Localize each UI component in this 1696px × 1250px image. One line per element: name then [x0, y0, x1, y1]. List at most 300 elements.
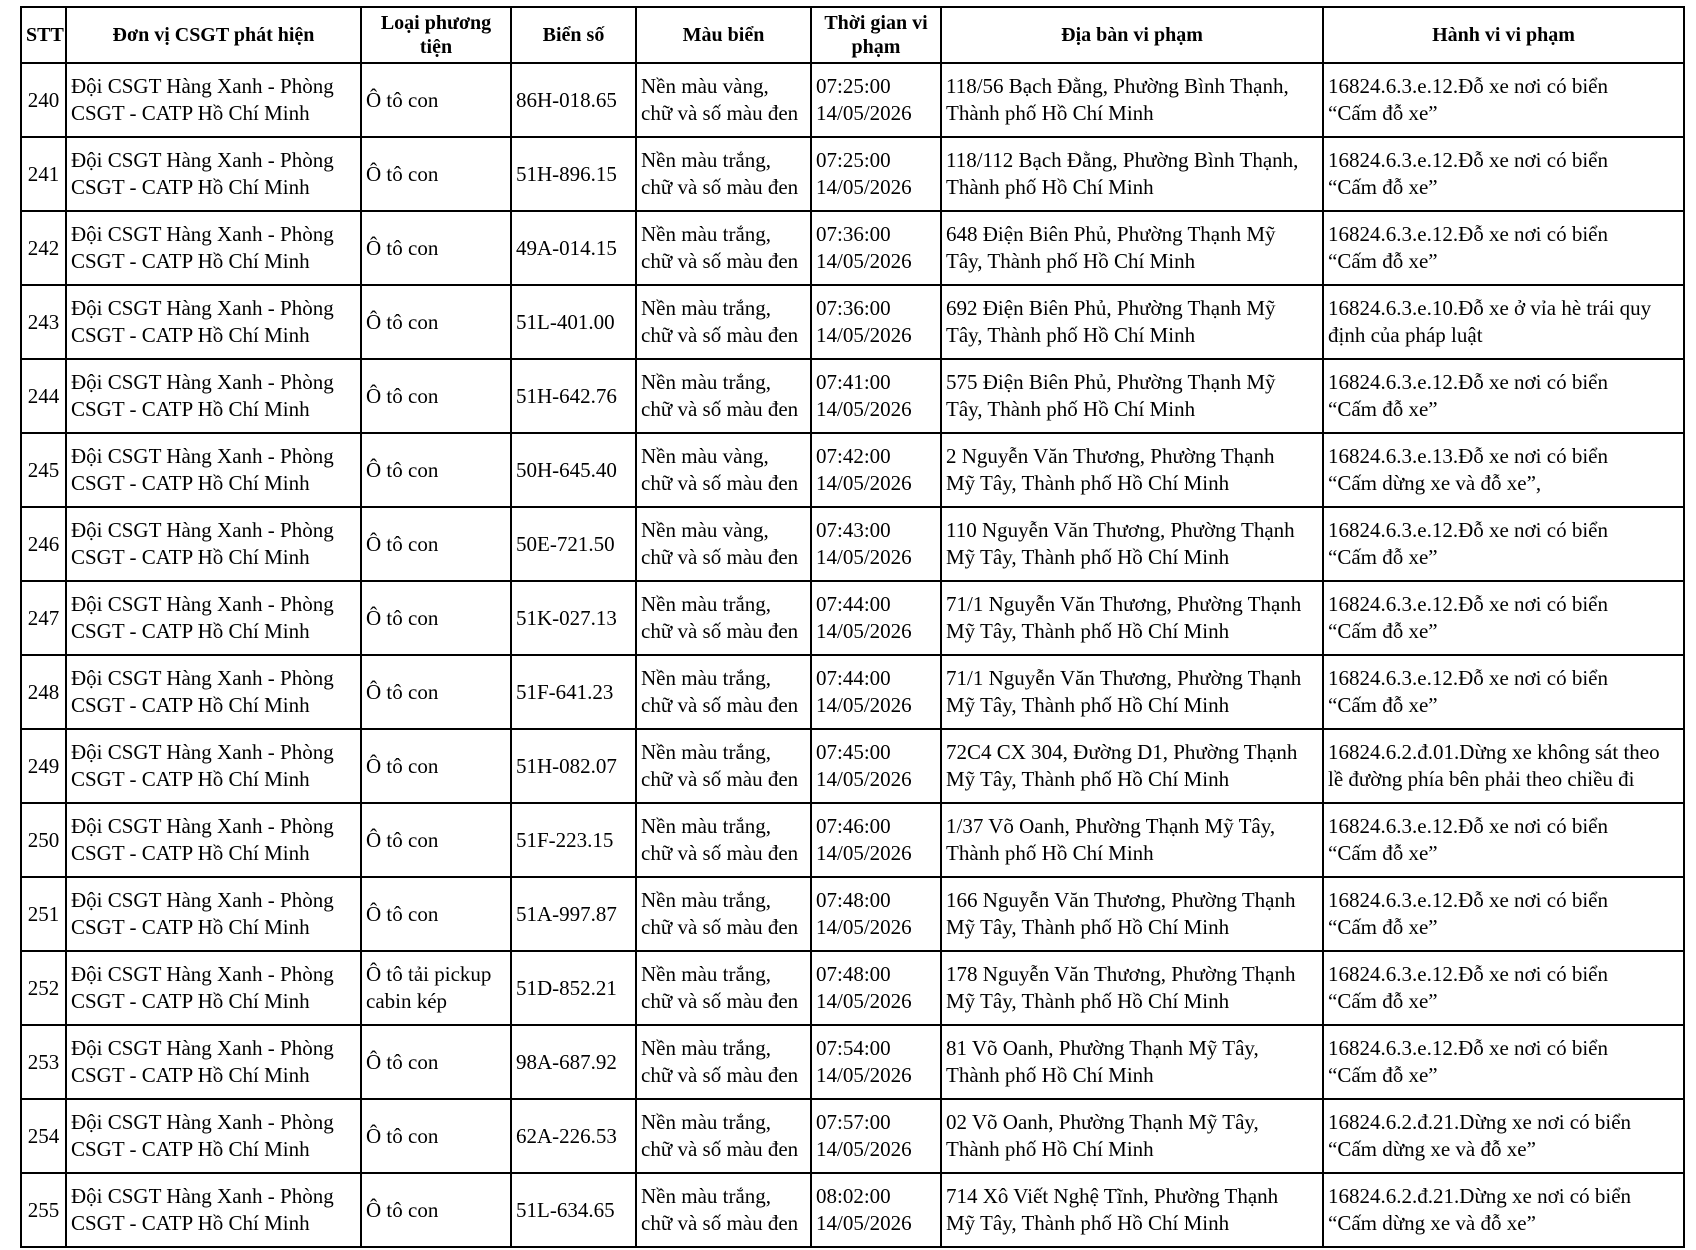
plate-color-line-1: Nền màu trắng,	[641, 370, 772, 394]
plate-cell: 49A-014.15	[511, 211, 636, 285]
violation-line-1: 16824.6.3.e.12.Đỗ xe nơi có biển	[1328, 74, 1608, 98]
violation	[1323, 137, 1684, 211]
location-line-1: 648 Điện Biên Phủ, Phường Thạnh Mỹ	[946, 222, 1276, 246]
location	[941, 581, 1323, 655]
location-line-1: 81 Võ Oanh, Phường Thạnh Mỹ Tây,	[946, 1036, 1259, 1060]
violation-time-line-1: 07:41:00	[816, 370, 891, 394]
plate-color	[636, 655, 811, 729]
violation-line-2: “Cấm đỗ xe”	[1328, 175, 1438, 199]
unit-line-2: CSGT - CATP Hồ Chí Minh	[71, 175, 310, 199]
table-row	[21, 433, 1684, 507]
plate-color-line-1: Nền màu trắng,	[641, 222, 772, 246]
location-line-2: Mỹ Tây, Thành phố Hồ Chí Minh	[946, 693, 1230, 717]
table-row	[21, 137, 1684, 211]
violation-line-2: “Cấm dừng xe và đỗ xe”	[1328, 1137, 1536, 1161]
location-line-2: Mỹ Tây, Thành phố Hồ Chí Minh	[946, 619, 1230, 643]
violation-time-line-1: 07:42:00	[816, 444, 891, 468]
plate-color-line-2: chữ và số màu đen	[641, 619, 799, 643]
unit-line-2: CSGT - CATP Hồ Chí Minh	[71, 619, 310, 643]
table-row	[21, 729, 1684, 803]
violation	[1323, 1025, 1684, 1099]
violation	[1323, 359, 1684, 433]
header-plate: Biển số	[511, 7, 636, 63]
violation-time	[811, 1173, 941, 1247]
location	[941, 1025, 1323, 1099]
unit-line-1: Đội CSGT Hàng Xanh - Phòng	[71, 222, 334, 246]
unit	[66, 729, 361, 803]
violation-time-line-1: 07:25:00	[816, 74, 891, 98]
vehicle-type: Ô tô con	[361, 581, 511, 655]
unit-line-1: Đội CSGT Hàng Xanh - Phòng	[71, 592, 334, 616]
plate-color	[636, 581, 811, 655]
stt-cell: 242	[21, 211, 66, 285]
location-line-2: Tây, Thành phố Hồ Chí Minh	[946, 397, 1196, 421]
plate-cell: 51F-641.23	[511, 655, 636, 729]
unit-line-2: CSGT - CATP Hồ Chí Minh	[71, 249, 310, 273]
location-line-1: 71/1 Nguyễn Văn Thương, Phường Thạnh	[946, 592, 1302, 616]
violation-line-1: 16824.6.3.e.12.Đỗ xe nơi có biển	[1328, 222, 1608, 246]
table-row	[21, 803, 1684, 877]
location-line-2: Tây, Thành phố Hồ Chí Minh	[946, 249, 1196, 273]
violation-time	[811, 507, 941, 581]
violation	[1323, 211, 1684, 285]
violation-time-line-2: 14/05/2026	[816, 175, 912, 199]
header-time: Thời gian vi phạm	[811, 7, 941, 63]
location	[941, 285, 1323, 359]
plate-color-line-1: Nền màu vàng,	[641, 444, 769, 468]
header-row	[21, 7, 1684, 63]
unit-line-1: Đội CSGT Hàng Xanh - Phòng	[71, 1036, 334, 1060]
violation-line-2: “Cấm đỗ xe”	[1328, 101, 1438, 125]
plate-cell: 50E-721.50	[511, 507, 636, 581]
plate-color	[636, 877, 811, 951]
plate-color	[636, 211, 811, 285]
unit-line-1: Đội CSGT Hàng Xanh - Phòng	[71, 740, 334, 764]
violation-time-line-1: 07:45:00	[816, 740, 891, 764]
vehicle-type: Ô tô con	[361, 63, 511, 137]
violation-line-2: lề đường phía bên phải theo chiều đi	[1328, 767, 1635, 791]
stt-cell: 250	[21, 803, 66, 877]
stt-cell: 253	[21, 1025, 66, 1099]
unit-line-2: CSGT - CATP Hồ Chí Minh	[71, 841, 310, 865]
violation	[1323, 63, 1684, 137]
violation-time-line-2: 14/05/2026	[816, 693, 912, 717]
violation-line-1: 16824.6.3.e.12.Đỗ xe nơi có biển	[1328, 592, 1608, 616]
plate-color-line-1: Nền màu trắng,	[641, 740, 772, 764]
plate-cell: 51A-997.87	[511, 877, 636, 951]
location-line-2: Mỹ Tây, Thành phố Hồ Chí Minh	[946, 767, 1230, 791]
violation	[1323, 1173, 1684, 1247]
stt-cell: 244	[21, 359, 66, 433]
plate-cell: 51H-896.15	[511, 137, 636, 211]
violations-table	[20, 6, 1685, 1248]
vehicle-type	[361, 951, 511, 1025]
plate-color-line-1: Nền màu vàng,	[641, 518, 769, 542]
vehicle-type: Ô tô con	[361, 803, 511, 877]
violation-time-line-1: 07:44:00	[816, 592, 891, 616]
location-line-1: 2 Nguyễn Văn Thương, Phường Thạnh	[946, 444, 1275, 468]
vehicle-type: Ô tô con	[361, 1173, 511, 1247]
location-line-2: Mỹ Tây, Thành phố Hồ Chí Minh	[946, 545, 1230, 569]
header-plate-color: Màu biển	[636, 7, 811, 63]
location-line-2: Mỹ Tây, Thành phố Hồ Chí Minh	[946, 989, 1230, 1013]
violations-sheet	[20, 6, 1685, 1248]
plate-color	[636, 63, 811, 137]
plate-cell: 51L-401.00	[511, 285, 636, 359]
plate-cell: 51H-082.07	[511, 729, 636, 803]
violation-time-line-1: 07:25:00	[816, 148, 891, 172]
violation-time	[811, 729, 941, 803]
plate-color	[636, 433, 811, 507]
unit-line-2: CSGT - CATP Hồ Chí Minh	[71, 1063, 310, 1087]
plate-color-line-2: chữ và số màu đen	[641, 101, 799, 125]
stt-cell: 249	[21, 729, 66, 803]
violation	[1323, 803, 1684, 877]
location-line-1: 166 Nguyễn Văn Thương, Phường Thạnh	[946, 888, 1296, 912]
violation-line-1: 16824.6.3.e.12.Đỗ xe nơi có biển	[1328, 814, 1608, 838]
location-line-1: 575 Điện Biên Phủ, Phường Thạnh Mỹ	[946, 370, 1276, 394]
plate-color-line-2: chữ và số màu đen	[641, 471, 799, 495]
violation-time	[811, 211, 941, 285]
unit-line-1: Đội CSGT Hàng Xanh - Phòng	[71, 962, 334, 986]
location-line-1: 178 Nguyễn Văn Thương, Phường Thạnh	[946, 962, 1296, 986]
unit-line-1: Đội CSGT Hàng Xanh - Phòng	[71, 1110, 334, 1134]
location	[941, 729, 1323, 803]
vehicle-type-line-1: Ô tô tải pickup	[366, 962, 492, 986]
violation-time-line-1: 07:57:00	[816, 1110, 891, 1134]
plate-color-line-2: chữ và số màu đen	[641, 767, 799, 791]
plate-color-line-2: chữ và số màu đen	[641, 693, 799, 717]
table-row	[21, 581, 1684, 655]
violation	[1323, 285, 1684, 359]
unit-line-1: Đội CSGT Hàng Xanh - Phòng	[71, 1184, 334, 1208]
unit-line-1: Đội CSGT Hàng Xanh - Phòng	[71, 814, 334, 838]
table-body	[21, 63, 1684, 1247]
stt-cell: 252	[21, 951, 66, 1025]
unit-line-1: Đội CSGT Hàng Xanh - Phòng	[71, 148, 334, 172]
table-row	[21, 211, 1684, 285]
table-row	[21, 1173, 1684, 1247]
violation-line-2: “Cấm đỗ xe”	[1328, 397, 1438, 421]
plate-color-line-1: Nền màu trắng,	[641, 1110, 772, 1134]
violation-time-line-1: 07:44:00	[816, 666, 891, 690]
location-line-1: 1/37 Võ Oanh, Phường Thạnh Mỹ Tây,	[946, 814, 1276, 838]
header-unit: Đơn vị CSGT phát hiện	[66, 7, 361, 63]
stt-cell: 240	[21, 63, 66, 137]
unit-line-2: CSGT - CATP Hồ Chí Minh	[71, 989, 310, 1013]
plate-color	[636, 137, 811, 211]
table-row	[21, 877, 1684, 951]
location-line-2: Thành phố Hồ Chí Minh	[946, 175, 1154, 199]
violation-time	[811, 877, 941, 951]
stt-cell: 247	[21, 581, 66, 655]
plate-color-line-2: chữ và số màu đen	[641, 323, 799, 347]
violation-line-2: “Cấm dừng xe và đỗ xe”,	[1328, 471, 1542, 495]
stt-cell: 255	[21, 1173, 66, 1247]
violation-time-line-2: 14/05/2026	[816, 619, 912, 643]
violation	[1323, 655, 1684, 729]
violation-time-line-2: 14/05/2026	[816, 1211, 912, 1235]
unit	[66, 285, 361, 359]
location	[941, 803, 1323, 877]
plate-cell: 50H-645.40	[511, 433, 636, 507]
unit-line-2: CSGT - CATP Hồ Chí Minh	[71, 545, 310, 569]
table-row	[21, 951, 1684, 1025]
location-line-1: 72C4 CX 304, Đường D1, Phường Thạnh	[946, 740, 1298, 764]
violation-time	[811, 655, 941, 729]
violation-line-2: “Cấm dừng xe và đỗ xe”	[1328, 1211, 1536, 1235]
violation-line-2: “Cấm đỗ xe”	[1328, 249, 1438, 273]
violation-time-line-1: 07:48:00	[816, 888, 891, 912]
table-row	[21, 507, 1684, 581]
plate-color	[636, 1173, 811, 1247]
violation-line-2: “Cấm đỗ xe”	[1328, 693, 1438, 717]
unit-line-1: Đội CSGT Hàng Xanh - Phòng	[71, 370, 334, 394]
plate-color-line-1: Nền màu trắng,	[641, 888, 772, 912]
vehicle-type: Ô tô con	[361, 877, 511, 951]
unit-line-1: Đội CSGT Hàng Xanh - Phòng	[71, 666, 334, 690]
violation-line-1: 16824.6.2.đ.21.Dừng xe nơi có biển	[1328, 1184, 1632, 1208]
plate-cell: 51D-852.21	[511, 951, 636, 1025]
location	[941, 877, 1323, 951]
location-line-1: 714 Xô Viết Nghệ Tĩnh, Phường Thạnh	[946, 1184, 1279, 1208]
unit-line-2: CSGT - CATP Hồ Chí Minh	[71, 471, 310, 495]
unit	[66, 507, 361, 581]
unit	[66, 951, 361, 1025]
violation-line-2: “Cấm đỗ xe”	[1328, 841, 1438, 865]
violation-line-1: 16824.6.3.e.12.Đỗ xe nơi có biển	[1328, 1036, 1608, 1060]
unit-line-1: Đội CSGT Hàng Xanh - Phòng	[71, 888, 334, 912]
violation-time-line-2: 14/05/2026	[816, 1137, 912, 1161]
violation-line-2: “Cấm đỗ xe”	[1328, 915, 1438, 939]
unit	[66, 1099, 361, 1173]
violation-time	[811, 285, 941, 359]
location-line-1: 110 Nguyễn Văn Thương, Phường Thạnh	[946, 518, 1295, 542]
plate-color-line-1: Nền màu trắng,	[641, 814, 772, 838]
unit-line-2: CSGT - CATP Hồ Chí Minh	[71, 1211, 310, 1235]
location-line-2: Thành phố Hồ Chí Minh	[946, 1063, 1154, 1087]
location-line-2: Mỹ Tây, Thành phố Hồ Chí Minh	[946, 1211, 1230, 1235]
violation-time-line-2: 14/05/2026	[816, 767, 912, 791]
table-row	[21, 655, 1684, 729]
plate-color-line-1: Nền màu trắng,	[641, 962, 772, 986]
plate-color-line-1: Nền màu trắng,	[641, 592, 772, 616]
plate-color-line-1: Nền màu trắng,	[641, 666, 772, 690]
unit	[66, 137, 361, 211]
unit	[66, 1173, 361, 1247]
violation-time	[811, 1099, 941, 1173]
violation-line-1: 16824.6.3.e.12.Đỗ xe nơi có biển	[1328, 888, 1608, 912]
vehicle-type: Ô tô con	[361, 211, 511, 285]
violation-line-1: 16824.6.3.e.12.Đỗ xe nơi có biển	[1328, 518, 1608, 542]
violation-time	[811, 63, 941, 137]
violation	[1323, 951, 1684, 1025]
location	[941, 1173, 1323, 1247]
location	[941, 951, 1323, 1025]
unit-line-2: CSGT - CATP Hồ Chí Minh	[71, 397, 310, 421]
location	[941, 1099, 1323, 1173]
plate-cell: 98A-687.92	[511, 1025, 636, 1099]
violation-time-line-2: 14/05/2026	[816, 915, 912, 939]
vehicle-type: Ô tô con	[361, 655, 511, 729]
violation-time	[811, 137, 941, 211]
violation-time	[811, 581, 941, 655]
unit	[66, 803, 361, 877]
plate-color	[636, 803, 811, 877]
location	[941, 63, 1323, 137]
stt-cell: 254	[21, 1099, 66, 1173]
unit-line-2: CSGT - CATP Hồ Chí Minh	[71, 767, 310, 791]
stt-cell: 248	[21, 655, 66, 729]
vehicle-type: Ô tô con	[361, 359, 511, 433]
table-row	[21, 1025, 1684, 1099]
unit	[66, 63, 361, 137]
violation-line-1: 16824.6.2.đ.21.Dừng xe nơi có biển	[1328, 1110, 1632, 1134]
plate-color-line-2: chữ và số màu đen	[641, 989, 799, 1013]
violation-time-line-2: 14/05/2026	[816, 471, 912, 495]
plate-color-line-2: chữ và số màu đen	[641, 1063, 799, 1087]
plate-color	[636, 1099, 811, 1173]
location	[941, 211, 1323, 285]
plate-color	[636, 507, 811, 581]
location	[941, 433, 1323, 507]
violation-time-line-2: 14/05/2026	[816, 841, 912, 865]
location-line-2: Thành phố Hồ Chí Minh	[946, 101, 1154, 125]
violation-time	[811, 951, 941, 1025]
unit-line-2: CSGT - CATP Hồ Chí Minh	[71, 1137, 310, 1161]
violation-time-line-1: 07:43:00	[816, 518, 891, 542]
location-line-2: Thành phố Hồ Chí Minh	[946, 1137, 1154, 1161]
violation-line-1: 16824.6.3.e.12.Đỗ xe nơi có biển	[1328, 666, 1608, 690]
plate-cell: 51K-027.13	[511, 581, 636, 655]
plate-cell: 51L-634.65	[511, 1173, 636, 1247]
table-row	[21, 359, 1684, 433]
plate-color-line-2: chữ và số màu đen	[641, 1137, 799, 1161]
plate-color-line-2: chữ và số màu đen	[641, 915, 799, 939]
violation-line-1: 16824.6.3.e.12.Đỗ xe nơi có biển	[1328, 370, 1608, 394]
vehicle-type: Ô tô con	[361, 137, 511, 211]
violation-time-line-2: 14/05/2026	[816, 101, 912, 125]
vehicle-type: Ô tô con	[361, 729, 511, 803]
table-row	[21, 1099, 1684, 1173]
unit	[66, 877, 361, 951]
plate-color-line-1: Nền màu trắng,	[641, 1036, 772, 1060]
plate-color-line-2: chữ và số màu đen	[641, 841, 799, 865]
unit	[66, 655, 361, 729]
plate-cell: 51H-642.76	[511, 359, 636, 433]
violation-line-1: 16824.6.2.đ.01.Dừng xe không sát theo	[1328, 740, 1660, 764]
unit	[66, 359, 361, 433]
stt-cell: 241	[21, 137, 66, 211]
table-row	[21, 63, 1684, 137]
plate-color-line-1: Nền màu trắng,	[641, 296, 772, 320]
stt-cell: 251	[21, 877, 66, 951]
location-line-1: 118/56 Bạch Đằng, Phường Bình Thạnh,	[946, 74, 1289, 98]
unit-line-2: CSGT - CATP Hồ Chí Minh	[71, 693, 310, 717]
plate-color	[636, 1025, 811, 1099]
plate-color-line-1: Nền màu vàng,	[641, 74, 769, 98]
plate-cell: 51F-223.15	[511, 803, 636, 877]
stt-cell: 243	[21, 285, 66, 359]
unit-line-2: CSGT - CATP Hồ Chí Minh	[71, 323, 310, 347]
violation	[1323, 729, 1684, 803]
location	[941, 137, 1323, 211]
unit-line-2: CSGT - CATP Hồ Chí Minh	[71, 101, 310, 125]
location-line-2: Mỹ Tây, Thành phố Hồ Chí Minh	[946, 471, 1230, 495]
violation-time	[811, 359, 941, 433]
unit-line-1: Đội CSGT Hàng Xanh - Phòng	[71, 74, 334, 98]
plate-color-line-2: chữ và số màu đen	[641, 397, 799, 421]
violation-line-2: “Cấm đỗ xe”	[1328, 545, 1438, 569]
plate-cell: 62A-226.53	[511, 1099, 636, 1173]
violation-time-line-2: 14/05/2026	[816, 397, 912, 421]
unit	[66, 433, 361, 507]
plate-color	[636, 359, 811, 433]
violation-time	[811, 1025, 941, 1099]
location	[941, 507, 1323, 581]
violation-time	[811, 803, 941, 877]
vehicle-type-line-2: cabin kép	[366, 989, 448, 1013]
header-violation: Hành vi vi phạm	[1323, 7, 1684, 63]
table-row	[21, 285, 1684, 359]
plate-color-line-1: Nền màu trắng,	[641, 1184, 772, 1208]
plate-color	[636, 729, 811, 803]
unit-line-1: Đội CSGT Hàng Xanh - Phòng	[71, 518, 334, 542]
violation-line-1: 16824.6.3.e.12.Đỗ xe nơi có biển	[1328, 148, 1608, 172]
violation-time-line-2: 14/05/2026	[816, 1063, 912, 1087]
location-line-1: 692 Điện Biên Phủ, Phường Thạnh Mỹ	[946, 296, 1276, 320]
header-stt: STT	[21, 7, 66, 63]
violation-time-line-1: 07:54:00	[816, 1036, 891, 1060]
violation-time-line-2: 14/05/2026	[816, 323, 912, 347]
violation	[1323, 877, 1684, 951]
violation-line-2: định của pháp luật	[1328, 323, 1483, 347]
plate-color-line-2: chữ và số màu đen	[641, 545, 799, 569]
plate-color-line-2: chữ và số màu đen	[641, 249, 799, 273]
violation-line-1: 16824.6.3.e.13.Đỗ xe nơi có biển	[1328, 444, 1608, 468]
location	[941, 655, 1323, 729]
violation-time-line-1: 07:48:00	[816, 962, 891, 986]
location-line-2: Thành phố Hồ Chí Minh	[946, 841, 1154, 865]
unit	[66, 581, 361, 655]
location-line-2: Mỹ Tây, Thành phố Hồ Chí Minh	[946, 915, 1230, 939]
vehicle-type: Ô tô con	[361, 507, 511, 581]
vehicle-type: Ô tô con	[361, 285, 511, 359]
plate-cell: 86H-018.65	[511, 63, 636, 137]
violation-line-1: 16824.6.3.e.12.Đỗ xe nơi có biển	[1328, 962, 1608, 986]
vehicle-type: Ô tô con	[361, 1099, 511, 1173]
plate-color	[636, 285, 811, 359]
violation-time	[811, 433, 941, 507]
plate-color	[636, 951, 811, 1025]
violation-line-1: 16824.6.3.e.10.Đỗ xe ở vỉa hè trái quy	[1328, 296, 1652, 320]
stt-cell: 246	[21, 507, 66, 581]
violation-line-2: “Cấm đỗ xe”	[1328, 619, 1438, 643]
unit-line-1: Đội CSGT Hàng Xanh - Phòng	[71, 296, 334, 320]
violation-time-line-2: 14/05/2026	[816, 249, 912, 273]
plate-color-line-2: chữ và số màu đen	[641, 175, 799, 199]
location-line-1: 71/1 Nguyễn Văn Thương, Phường Thạnh	[946, 666, 1302, 690]
violation	[1323, 433, 1684, 507]
violation-line-2: “Cấm đỗ xe”	[1328, 989, 1438, 1013]
header-vehicle-type: Loại phương tiện	[361, 7, 511, 63]
location-line-1: 02 Võ Oanh, Phường Thạnh Mỹ Tây,	[946, 1110, 1259, 1134]
plate-color-line-2: chữ và số màu đen	[641, 1211, 799, 1235]
violation-time-line-1: 07:46:00	[816, 814, 891, 838]
vehicle-type: Ô tô con	[361, 1025, 511, 1099]
violation-line-2: “Cấm đỗ xe”	[1328, 1063, 1438, 1087]
violation	[1323, 581, 1684, 655]
